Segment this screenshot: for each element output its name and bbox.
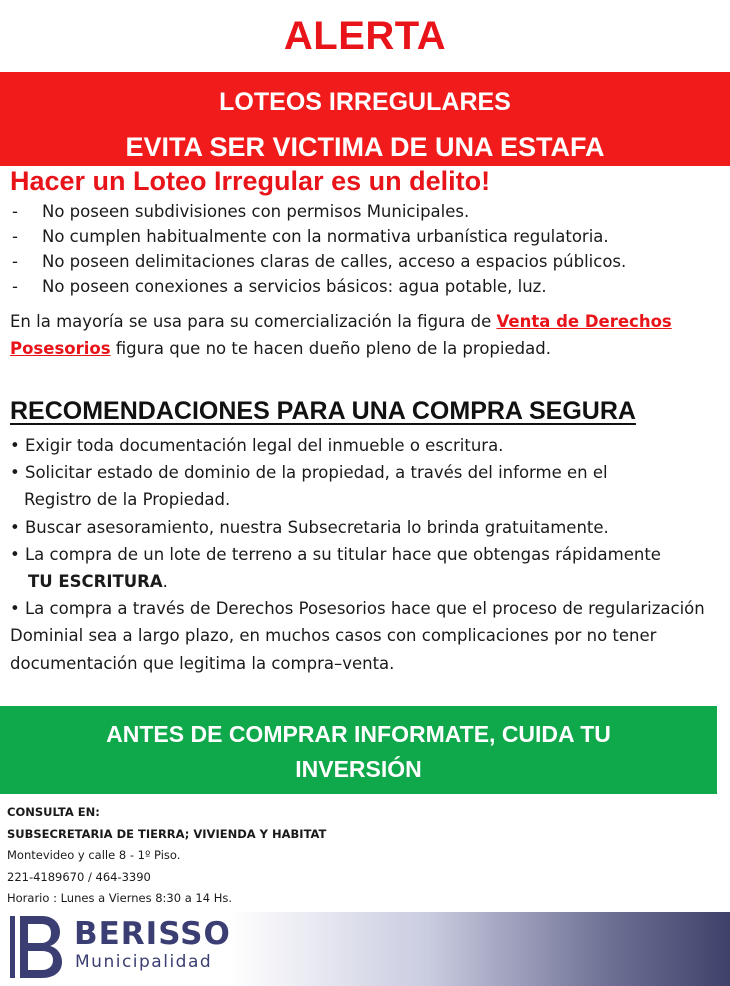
recommendation-item: • La compra de un lote de terreno a su titular hace que obtengas rápidamente — [10, 544, 661, 564]
berisso-logo-icon — [8, 914, 64, 980]
warning-list — [0, 202, 730, 302]
contact-hours: Horario : Lunes a Viernes 8:30 a 14 Hs. — [7, 891, 232, 905]
period-text: . — [162, 572, 168, 592]
brand-subtitle: Municipalidad — [75, 952, 213, 972]
brand-name: BERISSO — [74, 916, 231, 952]
contact-office: SUBSECRETARIA DE TIERRA; VIVIENDA Y HABITAT — [7, 826, 327, 841]
recommendation-item-continuation — [10, 568, 724, 595]
list-item-text: No poseen delimitaciones claras de calles, acceso a espacios públicos. — [42, 252, 627, 271]
recommendation-item: • Exigir toda documentación legal del inmueble o escritura. — [10, 436, 504, 455]
recommendations-title: RECOMENDACIONES PARA UNA COMPRA SEGURA — [10, 397, 636, 425]
derechos-posesorios-link[interactable]: Venta de Derechos Posesorios — [10, 312, 672, 358]
list-item-text: No poseen subdivisiones con permisos Municipales. — [42, 202, 470, 221]
list-item — [0, 252, 730, 277]
dash-bullet: - — [12, 202, 18, 221]
recommendation-item-continuation: Registro de la Propiedad. — [24, 490, 231, 510]
list-item — [0, 227, 730, 252]
cta-line-2: INVERSIÓN — [295, 756, 422, 782]
recommendation-item: • La compra a través de Derechos Posesorios hace que el proceso de regularización Dominial sea a largo plazo, en muchos casos con complicaciones por no tener documentación que legitima la compra–venta. — [10, 599, 705, 673]
paragraph-text-end: figura que no te hacen dueño pleno de la propiedad. — [110, 339, 551, 358]
list-item-text: No cumplen habitualmente con la normativa urbanística regulatoria. — [42, 227, 609, 246]
cta-line-1: ANTES DE COMPRAR INFORMATE, CUIDA TU — [106, 721, 611, 747]
red-banner — [0, 72, 730, 166]
contact-phone: 221-4189670 / 464-3390 — [7, 869, 151, 884]
warning-title: Hacer un Loteo Irregular es un delito! — [10, 166, 491, 196]
cta-banner — [0, 706, 717, 794]
recommendation-item: • Solicitar estado de dominio de la propiedad, a través del informe en el — [10, 463, 608, 483]
recommendation-item: • Buscar asesoramiento, nuestra Subsecretaria lo brinda gratuitamente. — [10, 517, 609, 537]
list-item-text: No poseen conexiones a servicios básicos: agua potable, luz. — [42, 277, 547, 296]
dash-bullet: - — [12, 227, 18, 246]
paragraph-text-start: En la mayoría se usa para su comercialización la figura de — [10, 312, 497, 331]
contact-info — [7, 802, 326, 910]
alert-title: ALERTA — [283, 14, 447, 58]
footer-gradient — [230, 912, 730, 986]
recommendations-list — [10, 432, 724, 677]
list-item — [0, 202, 730, 227]
dash-bullet: - — [12, 252, 18, 271]
contact-label: CONSULTA EN: — [7, 805, 100, 819]
contact-address: Montevideo y calle 8 - 1º Piso. — [7, 848, 181, 862]
tu-escritura-text: TU ESCRITURA — [28, 572, 163, 592]
dash-bullet: - — [12, 277, 18, 296]
list-item — [0, 277, 730, 302]
banner-line-2: EVITA SER VICTIMA DE UNA ESTAFA — [125, 132, 605, 162]
banner-line-1: LOTEOS IRREGULARES — [219, 88, 511, 116]
warning-paragraph — [10, 308, 722, 362]
